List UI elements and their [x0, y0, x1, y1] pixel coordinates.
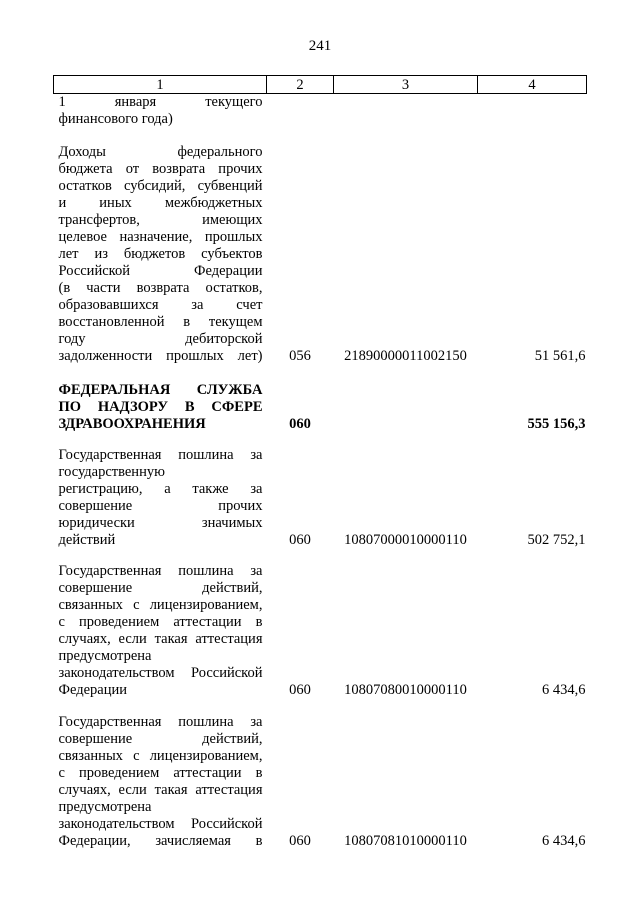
description-line: 1 января текущего: [58, 94, 263, 110]
table-row: [54, 382, 587, 433]
column-number-header: [54, 76, 587, 94]
description-line: совершение действий,: [58, 731, 263, 747]
description-line: трансфертов, имеющих: [58, 212, 263, 228]
description-line: ФЕДЕРАЛЬНАЯ СЛУЖБА: [58, 382, 263, 398]
row-spacer: [54, 699, 587, 714]
description-line: законодательством Российской: [58, 665, 263, 681]
row-budget-code: [334, 382, 478, 433]
revenue-table: [53, 75, 587, 850]
description-line: совершение прочих: [58, 498, 263, 514]
description-line: лет из бюджетов субъектов: [58, 246, 263, 262]
description-line: действий: [58, 532, 116, 548]
row-amount: [478, 94, 587, 129]
row-spacer: [54, 549, 587, 563]
description-line: законодательством Российской: [58, 816, 263, 832]
page-number: 241: [308, 38, 332, 54]
table-row: [54, 563, 587, 699]
row-admin-code: 060: [289, 833, 311, 849]
description-line: Российской Федерации: [58, 263, 263, 279]
row-amount: 555 156,3: [527, 416, 586, 432]
row-budget-code: 10807081010000110: [344, 833, 467, 849]
description-line: с проведением аттестации в: [58, 765, 263, 781]
description-line: (в части возврата остатков,: [58, 280, 263, 296]
row-budget-code: 21890000011002150: [344, 348, 467, 364]
row-budget-code: 10807080010000110: [344, 682, 467, 698]
row-budget-code: [334, 94, 478, 129]
table-body: [54, 94, 587, 851]
row-spacer: [54, 433, 587, 447]
description-line: остатков субсидий, субвенций: [58, 178, 263, 194]
row-amount: 6 434,6: [542, 682, 586, 698]
row-admin-code: 060: [289, 532, 311, 548]
description-line: совершение действий,: [58, 580, 263, 596]
row-spacer: [54, 365, 587, 382]
row-budget-code: 10807000010000110: [344, 532, 467, 548]
table-row: [54, 714, 587, 850]
description-line: предусмотрена: [58, 648, 152, 664]
row-spacer: [54, 128, 587, 144]
table-row: [54, 447, 587, 549]
description-line: Федерации: [58, 682, 127, 698]
column-header-4: 4: [478, 76, 587, 94]
description-line: году дебиторской: [58, 331, 263, 347]
row-amount: 502 752,1: [527, 532, 586, 548]
row-amount: 6 434,6: [542, 833, 586, 849]
description-line: регистрацию, а также за: [58, 481, 263, 497]
table-row: [54, 94, 587, 129]
description-line: с проведением аттестации в: [58, 614, 263, 630]
description-line: Государственная пошлина за: [58, 447, 263, 463]
description-line: связанных с лицензированием,: [58, 748, 263, 764]
description-line: ЗДРАВООХРАНЕНИЯ: [58, 416, 206, 432]
column-header-1: 1: [54, 76, 267, 94]
description-line: бюджета от возврата прочих: [58, 161, 263, 177]
row-description: [54, 94, 267, 129]
row-description: [54, 382, 267, 433]
description-line: финансового года): [58, 111, 173, 127]
row-admin-code: 060: [289, 416, 311, 432]
description-line: Федерации, зачисляемая в: [58, 833, 263, 849]
description-line: случаях, если такая аттестация: [58, 782, 263, 798]
row-description: [54, 144, 267, 365]
description-line: задолженности прошлых лет): [58, 348, 263, 364]
description-line: случаях, если такая аттестация: [58, 631, 263, 647]
description-line: Государственная пошлина за: [58, 563, 263, 579]
description-line: ПО НАДЗОРУ В СФЕРЕ: [58, 399, 263, 415]
row-description: [54, 714, 267, 850]
row-admin-code: 056: [289, 348, 311, 364]
column-header-2: 2: [267, 76, 334, 94]
description-line: Доходы федерального: [58, 144, 263, 160]
description-line: юридически значимых: [58, 515, 263, 531]
description-line: целевое назначение, прошлых: [58, 229, 263, 245]
table-row: [54, 144, 587, 365]
description-line: связанных с лицензированием,: [58, 597, 263, 613]
description-line: Государственная пошлина за: [58, 714, 263, 730]
description-line: образовавшихся за счет: [58, 297, 263, 313]
row-amount: 51 561,6: [534, 348, 586, 364]
description-line: и иных межбюджетных: [58, 195, 263, 211]
row-admin-code: 060: [289, 682, 311, 698]
row-admin-code: [267, 94, 334, 129]
row-description: [54, 563, 267, 699]
row-description: [54, 447, 267, 549]
description-line: государственную: [58, 464, 165, 480]
column-header-3: 3: [334, 76, 478, 94]
description-line: восстановленной в текущем: [58, 314, 263, 330]
description-line: предусмотрена: [58, 799, 152, 815]
